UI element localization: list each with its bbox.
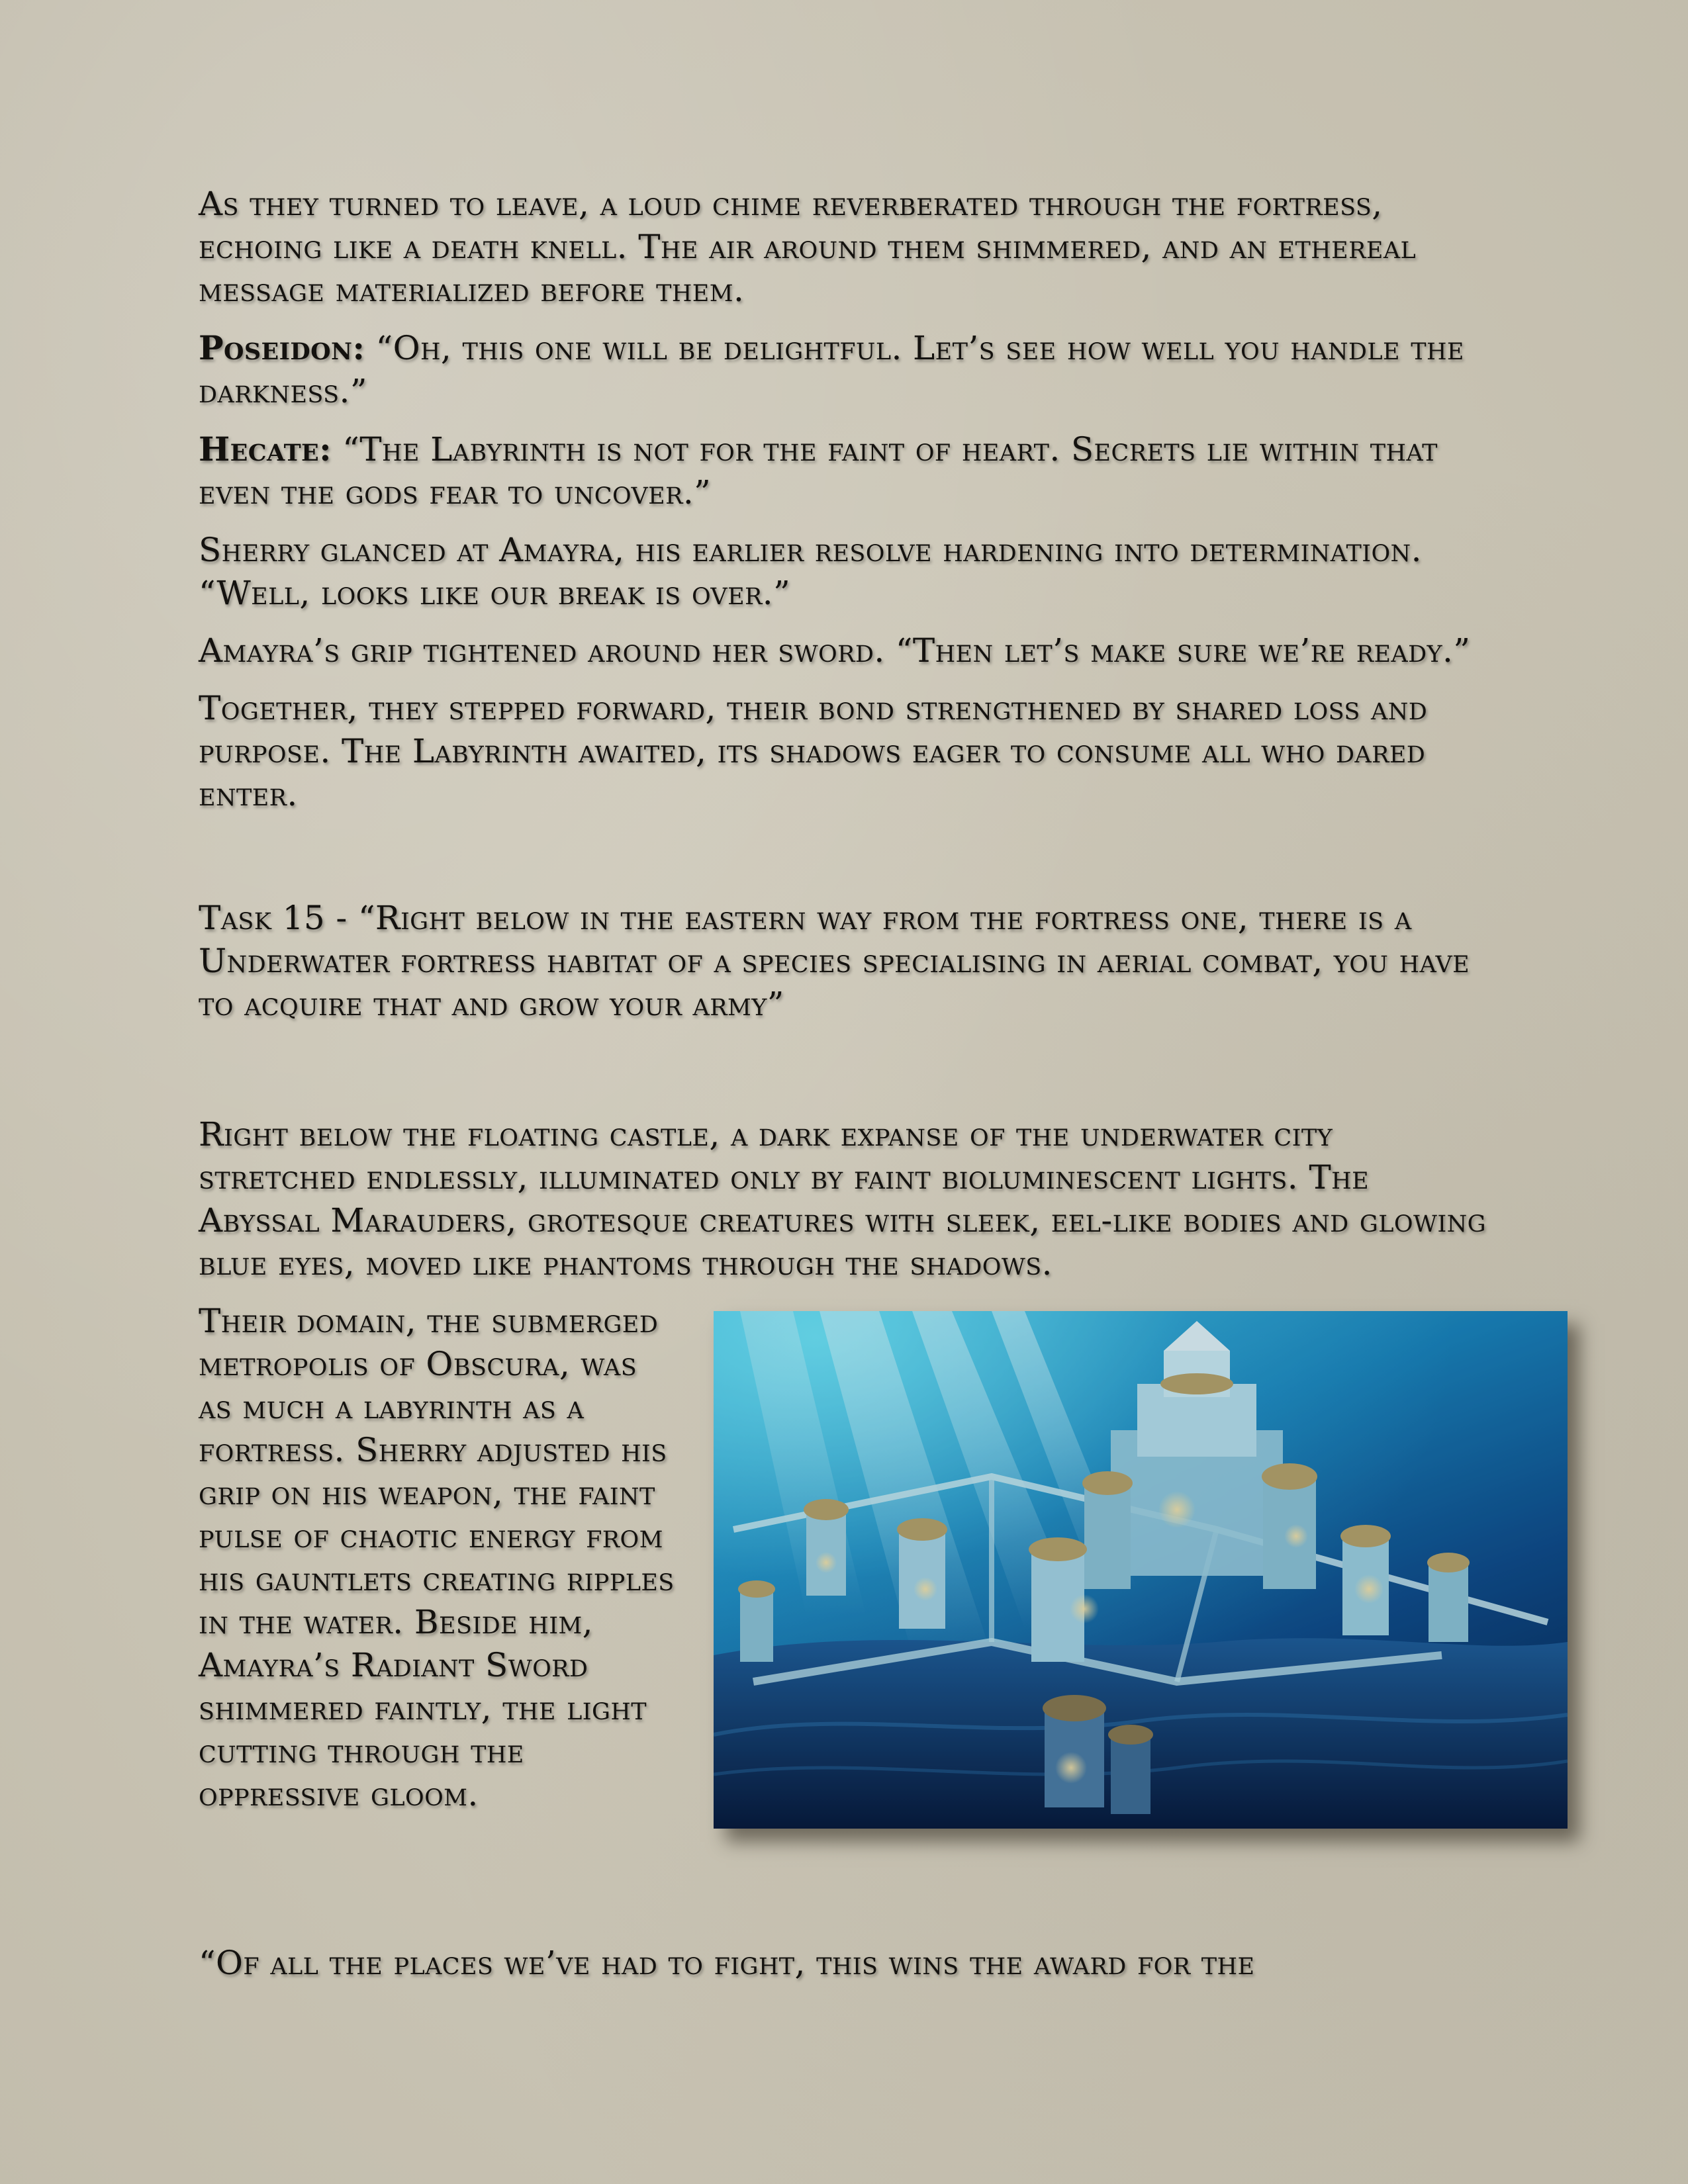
paragraph-award: “Of all the places we’ve had to fight, this wins the award for the xyxy=(199,1944,1255,1982)
section-spacer xyxy=(199,831,1496,897)
paragraph-poseidon xyxy=(199,326,1496,413)
poseidon-quote: “Oh, this one will be delightful. Let’s see how well you handle the darkness.” xyxy=(199,329,1464,410)
paragraph-amayra-grip: Amayra’s grip tightened around her sword. “Then let’s make sure we’re ready.” xyxy=(199,631,1471,670)
text-with-illustration xyxy=(199,1300,1496,1935)
underwater-city-illustration xyxy=(714,1311,1568,1829)
paragraph-chime: As they turned to leave, a loud chime reverberated through the fortress, echoing like a death knell. The air around them shimmered, and an ethereal message materialized before them. xyxy=(199,185,1417,309)
paragraph-together: Together, they stepped forward, their bond strengthened by shared loss and purpose. The Labyrinth awaited, its shadows eager to consume all who dared enter. xyxy=(199,689,1428,813)
hecate-quote: “The Labyrinth is not for the faint of heart. Secrets lie within that even the gods fear to uncover.” xyxy=(199,430,1438,512)
depth-shade xyxy=(714,1311,1568,1829)
speaker-hecate: Hecate: xyxy=(199,430,332,469)
paragraph-sherry-glance: Sherry glanced at Amayra, his earlier resolve hardening into determination. “Well, looks like our break is over.” xyxy=(199,531,1422,612)
paragraph-hecate xyxy=(199,428,1496,514)
speaker-poseidon: Poseidon: xyxy=(199,328,365,367)
paragraph-underwater-city: Right below the floating castle, a dark expanse of the underwater city stretched endlessly, illuminated only by faint bioluminescent lights. The Abyssal Marauders, grotesque creatures with sleek, eel-like bodies and glowing blue eyes, moved like phantoms through the shadows. xyxy=(199,1115,1486,1283)
section-spacer xyxy=(199,1040,1496,1113)
task-15: Task 15 - “Right below in the eastern way from the fortress one, there is a Underwater fortress habitat of a species specialising in aerial combat, you have to acquire that and grow your army” xyxy=(199,899,1470,1023)
page-content xyxy=(199,183,1496,1999)
underwater-city-drawing xyxy=(714,1311,1568,1829)
paragraph-obscura: Their domain, the submerged metropolis of Obscura, was as much a labyrinth as a fortress. Sherry adjusted his grip on his weapon, the faint pulse of chaotic energy from his gauntlets creating ripples in the water. Beside him, Amayra’s Radiant Sword shimmered faintly, the light cutting through the oppressive gloom. xyxy=(199,1302,675,1813)
